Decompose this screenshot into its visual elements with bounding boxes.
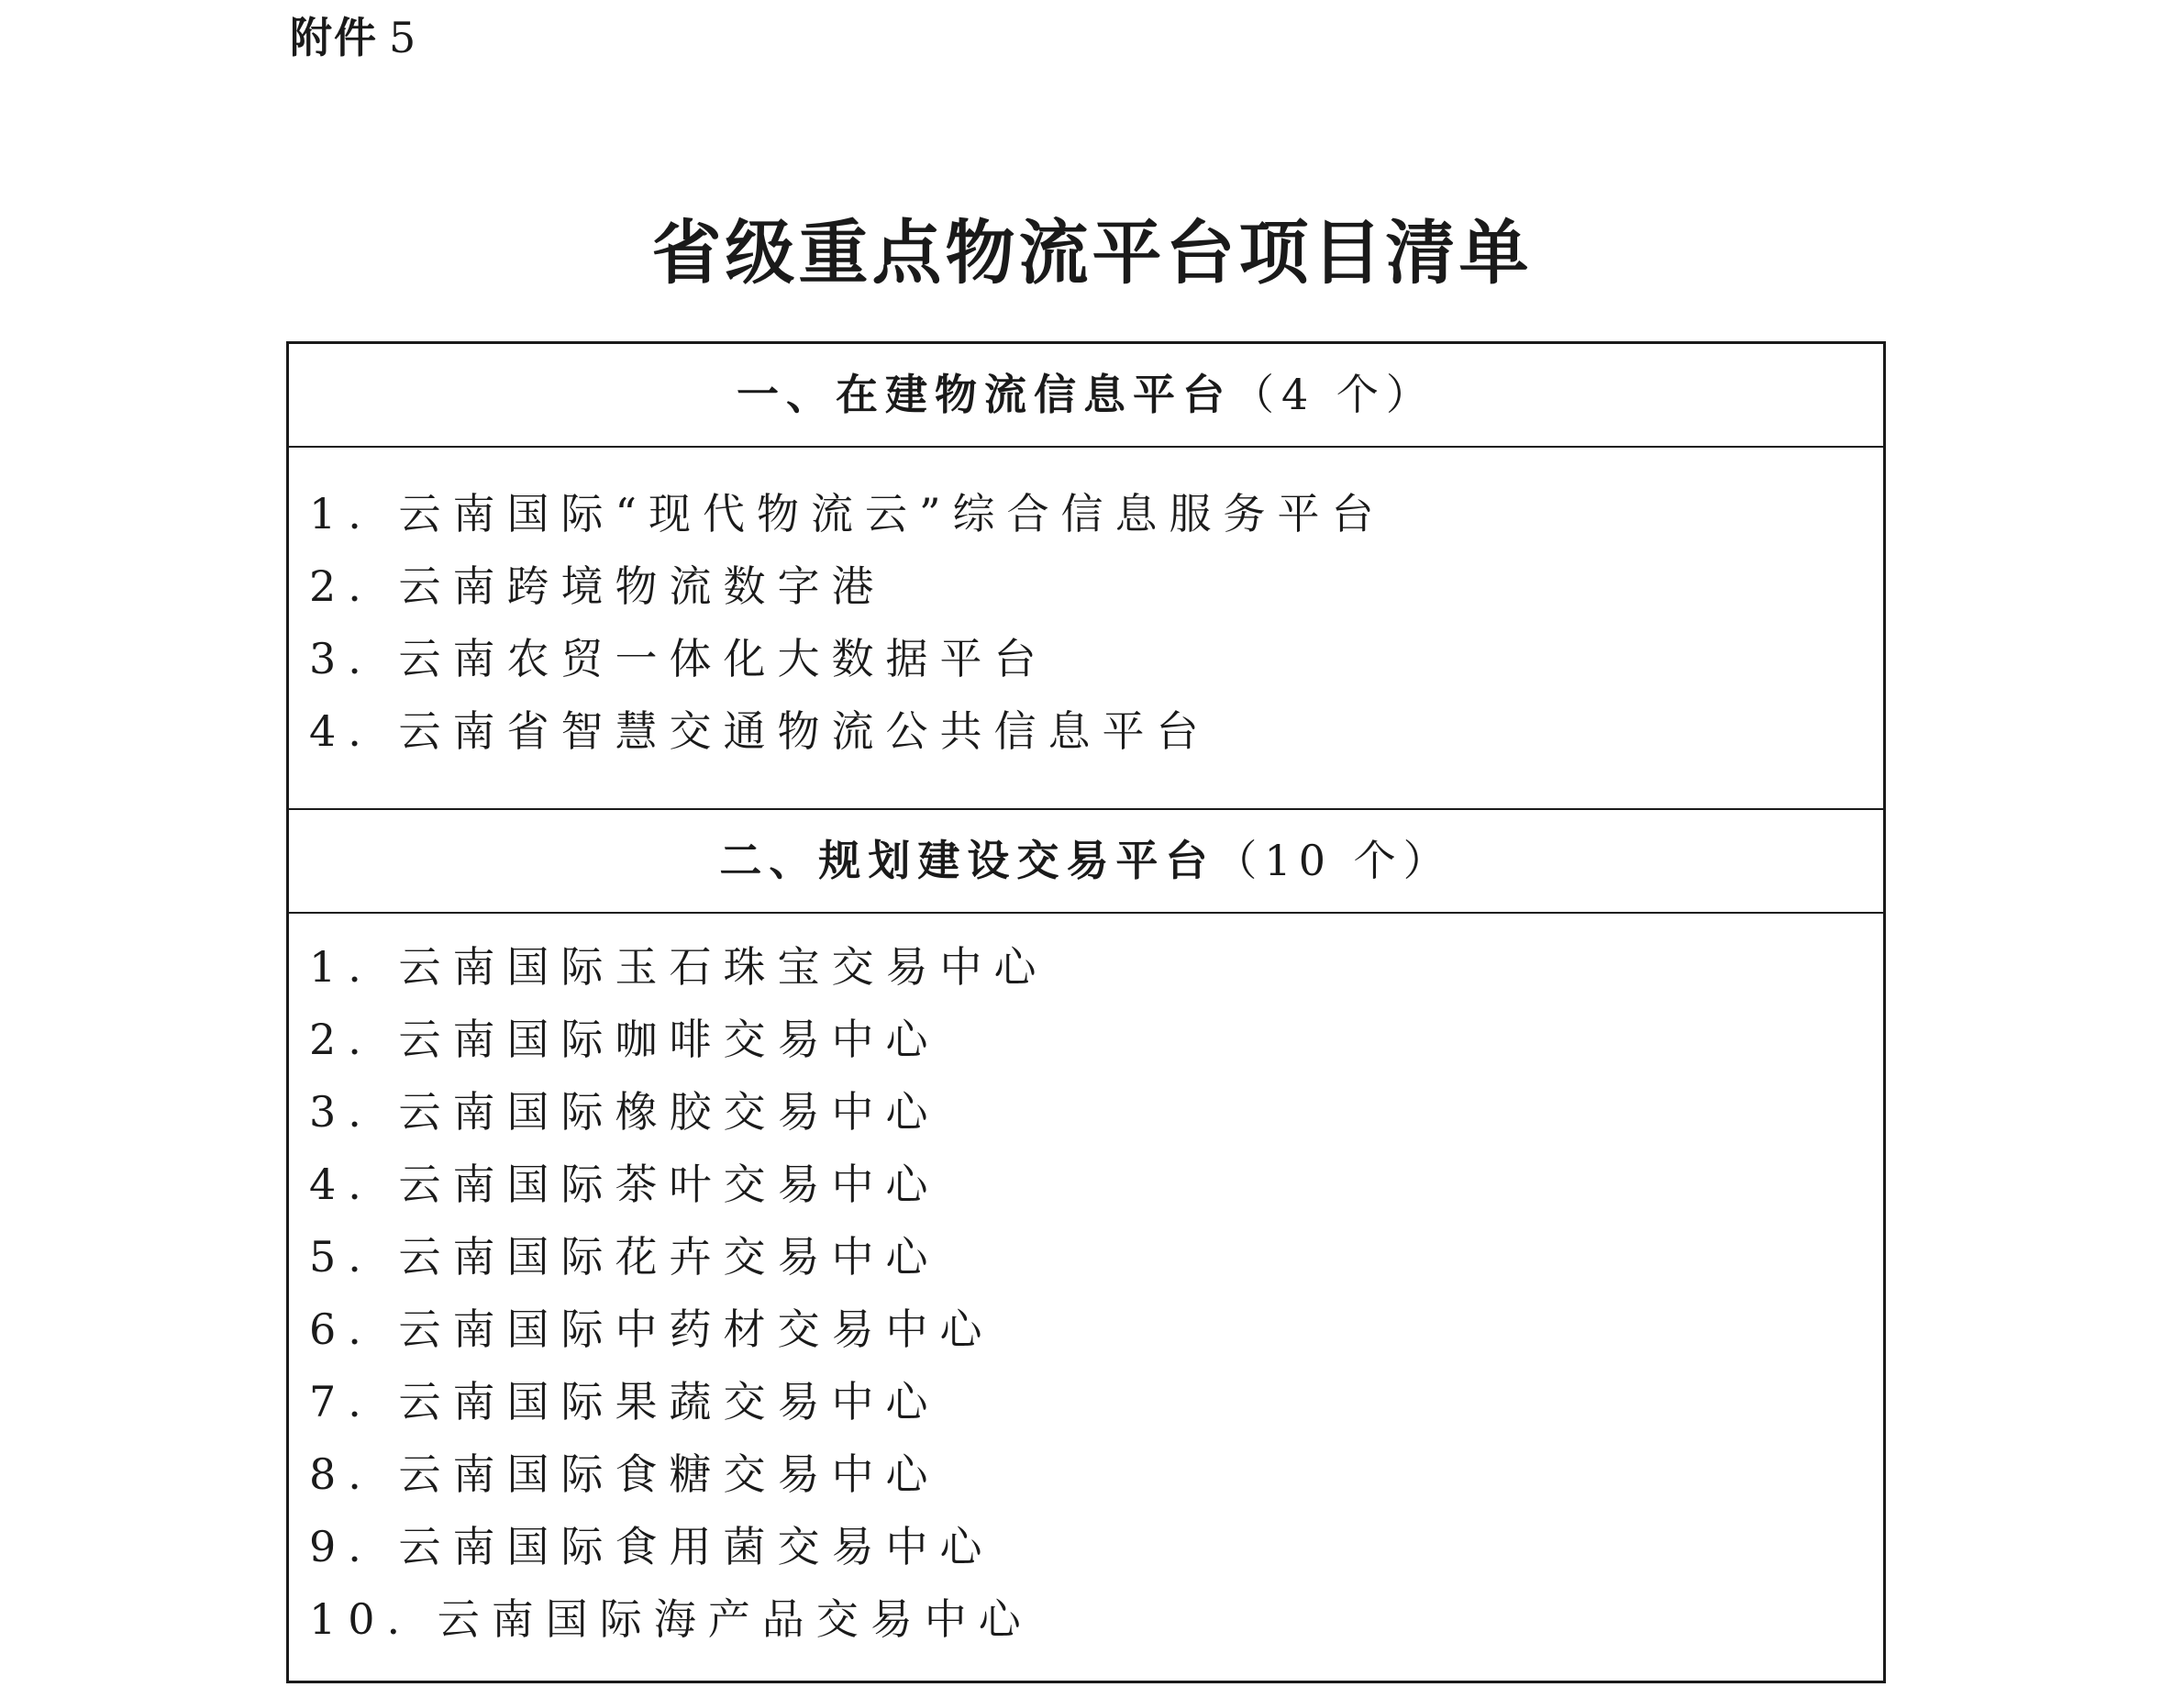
table-divider <box>289 912 1883 914</box>
document-title: 省级重点物流平台项目清单 <box>651 212 1533 294</box>
list-item: 1. 云南国际玉石珠宝交易中心 <box>309 942 1048 992</box>
section-heading-info-platforms <box>289 344 1883 446</box>
attachment-number: 5 <box>389 13 418 62</box>
table-divider <box>289 446 1883 448</box>
section-count: （4 个） <box>1232 370 1436 419</box>
info-platform-list <box>309 478 1386 768</box>
list-item: 5. 云南国际花卉交易中心 <box>309 1232 940 1282</box>
list-item: 2. 云南国际咖啡交易中心 <box>309 1015 940 1064</box>
list-item: 2. 云南跨境物流数字港 <box>309 561 886 611</box>
list-item: 7. 云南国际果蔬交易中心 <box>309 1377 940 1426</box>
list-item: 1. 云南国际“现代物流云”综合信息服务平台 <box>309 489 1386 538</box>
list-item: 9. 云南国际食用菌交易中心 <box>309 1522 994 1571</box>
list-item: 8. 云南国际食糖交易中心 <box>309 1449 940 1499</box>
list-item: 4. 云南国际茶叶交易中心 <box>309 1160 940 1209</box>
section-heading-text: 二、规划建设交易平台 <box>719 836 1215 885</box>
attachment-text: 附件 <box>290 13 378 62</box>
section-heading-trading-platforms <box>289 809 1883 912</box>
list-item: 6. 云南国际中药材交易中心 <box>309 1304 994 1354</box>
project-list-table <box>286 341 1886 1683</box>
section-heading-text: 一、在建物流信息平台 <box>737 370 1233 419</box>
attachment-label <box>290 6 417 70</box>
trading-platform-list <box>309 931 1048 1656</box>
list-item: 3. 云南国际橡胶交易中心 <box>309 1087 940 1137</box>
list-item: 4. 云南省智慧交通物流公共信息平台 <box>309 706 1211 756</box>
list-item: 10. 云南国际海产品交易中心 <box>309 1594 1033 1644</box>
list-item: 3. 云南农贸一体化大数据平台 <box>309 634 1048 683</box>
section-count: （10 个） <box>1214 836 1453 885</box>
